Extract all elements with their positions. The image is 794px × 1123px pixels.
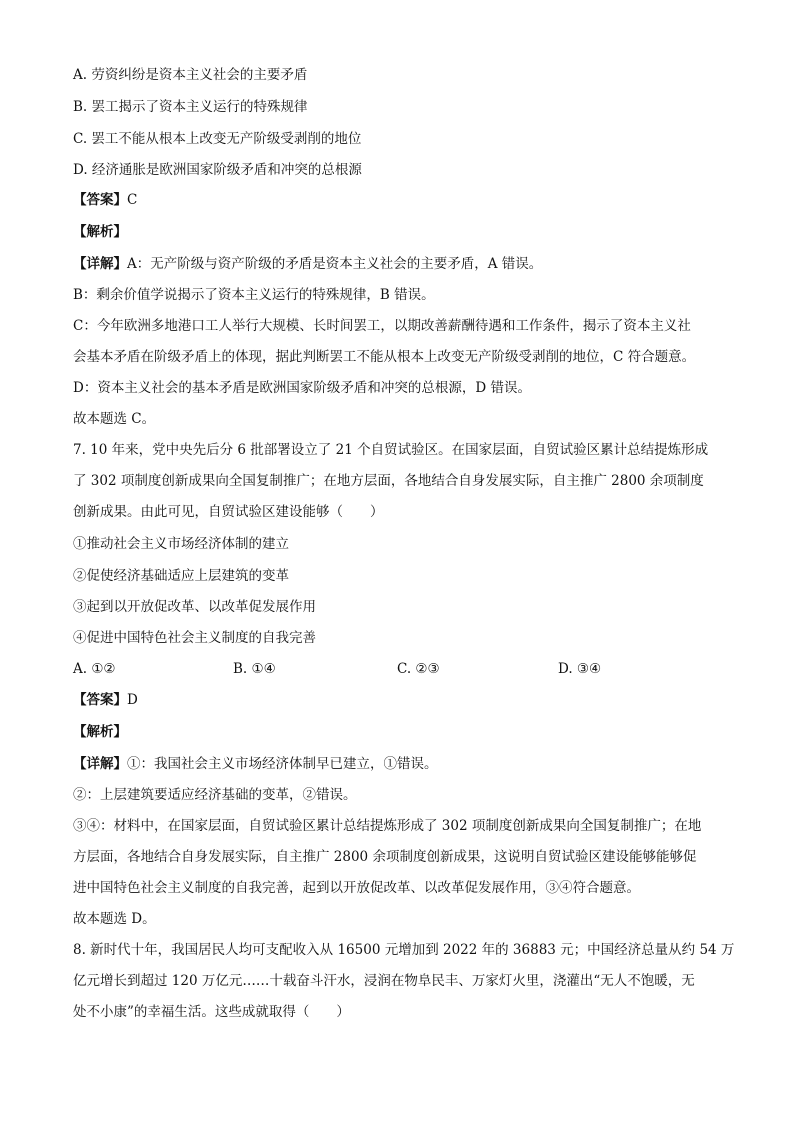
q7-stem-line: 创新成果。由此可见，自贸试验区建设能够（ ） (73, 504, 384, 520)
q7-statement: ①推动社会主义市场经济体制的建立 (73, 536, 289, 552)
q7-stem-line: 7. 10 年来，党中央先后分 6 批部署设立了 21 个自贸试验区。在国家层面，自贸试验区累计总结提炼形成 (73, 442, 709, 458)
answer-value: D (127, 692, 138, 708)
q7-detail-line: 进中国特色社会主义制度的自我完善，起到以开放促改革、以改革促发展作用，③④符合题意。 (73, 880, 640, 896)
q6-detail-line: B：剩余价值学说揭示了资本主义运行的特殊规律，B 错误。 (73, 287, 435, 303)
detail-tag: 【详解】 (73, 756, 127, 772)
q7-choice-d: D. ③④ (558, 661, 602, 677)
q6-option-d: D. 经济通胀是欧洲国家阶级矛盾和冲突的总根源 (73, 162, 362, 178)
q6-option-a: A. 劳资纠纷是资本主义社会的主要矛盾 (73, 67, 308, 83)
q8-stem-line: 亿元增长到超过 120 万亿元……十载奋斗汗水，浸润在物阜民丰、万家灯火里，浇灌出“无人不饱暖，无 (73, 973, 695, 989)
q6-option-b: B. 罢工揭示了资本主义运行的特殊规律 (73, 99, 308, 115)
q7-choices (73, 659, 733, 679)
q7-statement: ②促使经济基础适应上层建筑的变革 (73, 568, 289, 584)
answer-tag: 【答案】 (73, 692, 127, 708)
q6-answer (73, 190, 733, 210)
q7-statement: ③起到以开放促改革、以改革促发展作用 (73, 599, 316, 615)
q7-analysis-tag: 【解析】 (73, 724, 127, 740)
detail-text: A：无产阶级与资产阶级的矛盾是资本主义社会的主要矛盾，A 错误。 (127, 256, 543, 272)
q6-detail-line (73, 254, 733, 274)
q7-choice-a: A. ①② (73, 661, 116, 677)
q7-choice-c: C. ②③ (397, 661, 440, 677)
q7-stem-line: 了 302 项制度创新成果向全国复制推广；在地方层面，各地结合自身发展实际，自主推广 2800 余项制度 (73, 473, 704, 489)
detail-tag: 【详解】 (73, 256, 127, 272)
q6-option-c: C. 罢工不能从根本上改变无产阶级受剥削的地位 (73, 131, 362, 147)
q7-detail-line (73, 754, 733, 774)
q7-answer (73, 690, 733, 710)
q7-choice-b: B. ①④ (233, 661, 276, 677)
q7-detail-line: ③④：材料中，在国家层面，自贸试验区累计总结提炼形成了 302 项制度创新成果向全国复制推广；在地 (73, 818, 702, 834)
q8-stem-line: 处不小康”的幸福生活。这些成就取得（ ） (73, 1004, 350, 1020)
q6-detail-line: D：资本主义社会的基本矛盾是欧洲国家阶级矛盾和冲突的总根源，D 错误。 (73, 380, 531, 396)
q7-detail-line: ②：上层建筑要适应经济基础的变革，②错误。 (73, 787, 357, 803)
q6-conclusion: 故本题选 C。 (73, 411, 156, 427)
answer-value: C (127, 192, 138, 208)
q7-detail-line: 方层面，各地结合自身发展实际，自主推广 2800 余项制度创新成果，这说明自贸试验区建设能够能够促 (73, 849, 697, 865)
q7-conclusion: 故本题选 D。 (73, 911, 156, 927)
detail-text: ①：我国社会主义市场经济体制早已建立，①错误。 (127, 756, 438, 772)
q7-statement: ④促进中国特色社会主义制度的自我完善 (73, 630, 316, 646)
q6-analysis-tag: 【解析】 (73, 224, 127, 240)
answer-tag: 【答案】 (73, 192, 127, 208)
q6-detail-line: 会基本矛盾在阶级矛盾上的体现，据此判断罢工不能从根本上改变无产阶级受剥削的地位，C 符合题意。 (73, 349, 696, 365)
q8-stem-line: 8. 新时代十年，我国居民人均可支配收入从 16500 元增加到 2022 年的 36883 元；中国经济总量从约 54 万 (73, 942, 735, 958)
q6-detail-line: C：今年欧洲多地港口工人举行大规模、长时间罢工，以期改善薪酬待遇和工作条件，揭示了资本主义社 (73, 318, 691, 334)
